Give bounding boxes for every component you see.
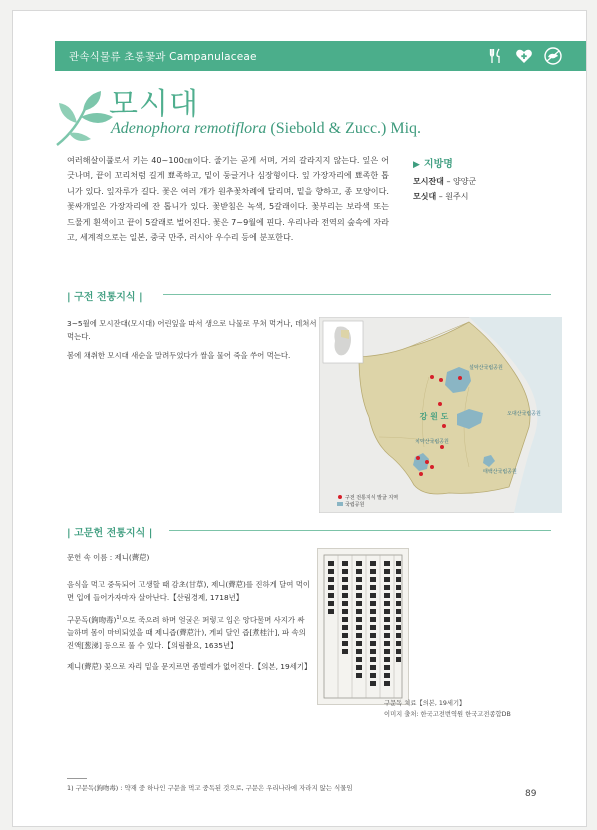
old-book-image — [317, 548, 409, 705]
dialect-heading — [413, 155, 563, 170]
footnote-ref: 1) — [116, 615, 122, 621]
map-park-label: 태백산국립공원 — [483, 469, 517, 475]
page — [12, 10, 587, 827]
literature-p2 — [67, 612, 311, 652]
book-caption-source: 이미지 출처: 한국고전번역원 한국고전종합DB — [384, 711, 511, 718]
divider — [169, 530, 551, 531]
map-legend-item: 국립공원 — [345, 502, 365, 508]
oral-tradition-p1: 3~5월에 모시잔대(모시대) 어린잎을 따서 생으로 나물로 무쳐 먹거나, 데쳐서 먹는다. — [67, 319, 317, 341]
oral-tradition-p2: 봄에 채취한 모시대 새순을 말려두었다가 쌀을 물어 죽을 쑤어 먹는다. — [67, 351, 291, 360]
literature-name: 문헌 속 이름 : 제니(薺苨) — [67, 553, 150, 562]
map-park-label: 설악산국립공원 — [469, 365, 503, 371]
divider — [163, 294, 551, 295]
dialect-item — [413, 189, 563, 204]
triangle-right-icon: ▶ — [413, 160, 420, 170]
heart-plus-icon — [514, 46, 534, 66]
book-image-caption — [384, 698, 511, 720]
scientific-author: (Siebold & Zucc.) Miq. — [266, 120, 422, 137]
intro-paragraph: 여러해살이풀로서 키는 40~100㎝이다. 줄기는 곧게 서며, 거의 갈라지지 않는다. 잎은 어긋나며, 끝이 꼬리처럼 길게 뾰족하고, 밑이 둥글거나 심장형이다. 잎 가장자리에 뾰족한 톱니가 있다. 잎자루가 길다. 꽃은 여러 개가 원추꽃차례에 달리며, 밑을 향하고, 종 모양이다. 꽃싸개잎은 가장자리에 잔 톱니가 있다. 꽃받침은 녹색, 5갈래이다. 꽃부리는 보라색 또는 드물게 흰색이고 끝이 5갈래로 벌어진다. 꽃은 7~9월에 핀다. 우리나라 전역의 숲속에 자라고, 세계적으로는 일본, 중국 만주, 러시아 우수리 등에 분포한다. — [67, 155, 389, 243]
map-province-label: 강 원 도 — [419, 412, 449, 421]
literature-text — [67, 551, 311, 681]
dialect-name: 모싯대 — [413, 192, 437, 201]
scientific-genus-species: Adenophora remotiflora — [111, 120, 267, 137]
footnote-divider — [67, 778, 87, 779]
utensils-icon — [486, 46, 506, 66]
book-caption-title: 구문독 치료【의본, 19세기】 — [384, 700, 466, 707]
animal-feed-icon — [543, 46, 563, 66]
dialect-region: – 양양군 — [443, 177, 477, 186]
map-park-label: 오대산국립공원 — [507, 411, 541, 417]
oral-tradition-heading: | 구전 전통지식 | — [67, 292, 143, 303]
dialect-box — [413, 155, 563, 204]
scientific-name — [111, 120, 421, 138]
oral-tradition-text — [67, 317, 317, 362]
header-bar — [55, 41, 586, 71]
literature-p1: 음식을 먹고 중독되어 고생할 때 감초(甘草), 제니(薺苨)를 진하게 달여 먹이면 입에 들어가자마자 살아난다.【산림경제, 1718년】 — [67, 580, 311, 602]
dialect-item — [413, 174, 563, 189]
footnote: 1) 구문독(鉤吻毒) : 약재 중 하나인 구문을 먹고 중독된 것으로, 구문은 우리나라에 자라지 않는 식물임 — [67, 784, 353, 792]
dialect-name: 모시잔대 — [413, 177, 444, 186]
map-park-label: 치악산국립공원 — [415, 439, 449, 445]
legend-dot-icon — [338, 495, 342, 499]
literature-heading: | 고문헌 전통지식 | — [67, 528, 153, 539]
header-title: 관속식물류 초롱꽃과 Campanulaceae — [69, 51, 257, 63]
legend-park-swatch-icon — [337, 502, 343, 506]
gangwon-map — [319, 317, 562, 513]
literature-p2-term: 구문독(鉤吻毒) — [67, 615, 117, 625]
dialect-heading-label: 지방명 — [423, 159, 453, 170]
dialect-region: – 원주시 — [436, 192, 469, 201]
plant-name-korean: 모시대 — [109, 87, 199, 122]
literature-p3: 제니(薺苨) 꽃으로 자리 밑을 문지르면 좀벌레가 없어진다.【의본, 19세기】 — [67, 662, 312, 672]
map-legend-item: 구전 전통지식 발굴 지역 — [345, 495, 399, 501]
page-number: 89 — [525, 789, 537, 799]
literature-p2-body: 으로 죽으려 하며 얼굴은 퍼렇고 입은 앙다물며 사지가 싸늘하며 몸이 마비되었을 때 제니즙(薺苨汁), 게피 달인 즙[煮桂汁], 파 속의 진액[葱涕] 등으로 풀 수 있다.【의림촬요, 1635년】 — [67, 615, 306, 651]
